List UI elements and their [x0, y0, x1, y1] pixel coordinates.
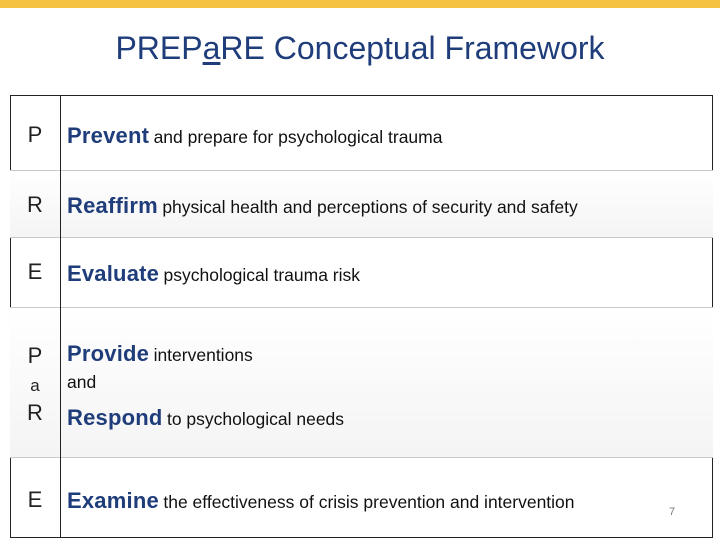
page-number: 7: [669, 506, 676, 518]
framework-row-evaluate: [10, 238, 713, 308]
row-connector-text: and: [67, 372, 97, 392]
row-description: physical health and perceptions of security and safety: [162, 197, 578, 217]
row-line-respond: [67, 405, 344, 431]
title-prefix: PREP: [115, 30, 203, 66]
row-letter-r: R: [27, 400, 43, 425]
title-suffix: RE Conceptual Framework: [220, 30, 605, 66]
row-letter: R: [27, 192, 43, 217]
slide-title: [0, 30, 720, 67]
row-line: [67, 123, 442, 149]
row-line: [67, 193, 578, 219]
row-letter: E: [27, 259, 43, 284]
row-keyword: Evaluate: [67, 261, 160, 286]
row-line-provide: [67, 341, 253, 367]
row-line: [67, 488, 575, 514]
framework-row-provide-respond: [10, 308, 713, 458]
column-divider: [60, 95, 61, 538]
row-letter: P: [27, 122, 43, 147]
row-description: psychological trauma risk: [163, 265, 361, 285]
top-accent-bar: [0, 0, 720, 8]
row-keyword: Examine: [67, 488, 159, 513]
row-keyword-provide: Provide: [67, 341, 150, 366]
row-line: [67, 261, 360, 287]
framework-row-prevent: [10, 96, 713, 171]
title-underlined-letter: a: [202, 30, 221, 66]
row-keyword: Reaffirm: [67, 193, 158, 218]
row-description: the effectiveness of crisis prevention and intervention: [163, 492, 575, 512]
row-letter: E: [27, 487, 43, 512]
row-description-respond: to psychological needs: [166, 409, 345, 429]
row-keyword: Prevent: [67, 123, 150, 148]
row-letter-p: P: [27, 343, 43, 368]
framework-row-examine: [10, 458, 713, 537]
framework-row-reaffirm: [10, 171, 713, 238]
row-connector: [67, 372, 96, 393]
row-keyword-respond: Respond: [67, 405, 163, 430]
row-letter-a: a: [30, 376, 40, 395]
row-description: and prepare for psychological trauma: [153, 127, 443, 147]
row-description-provide: interventions: [153, 345, 253, 365]
